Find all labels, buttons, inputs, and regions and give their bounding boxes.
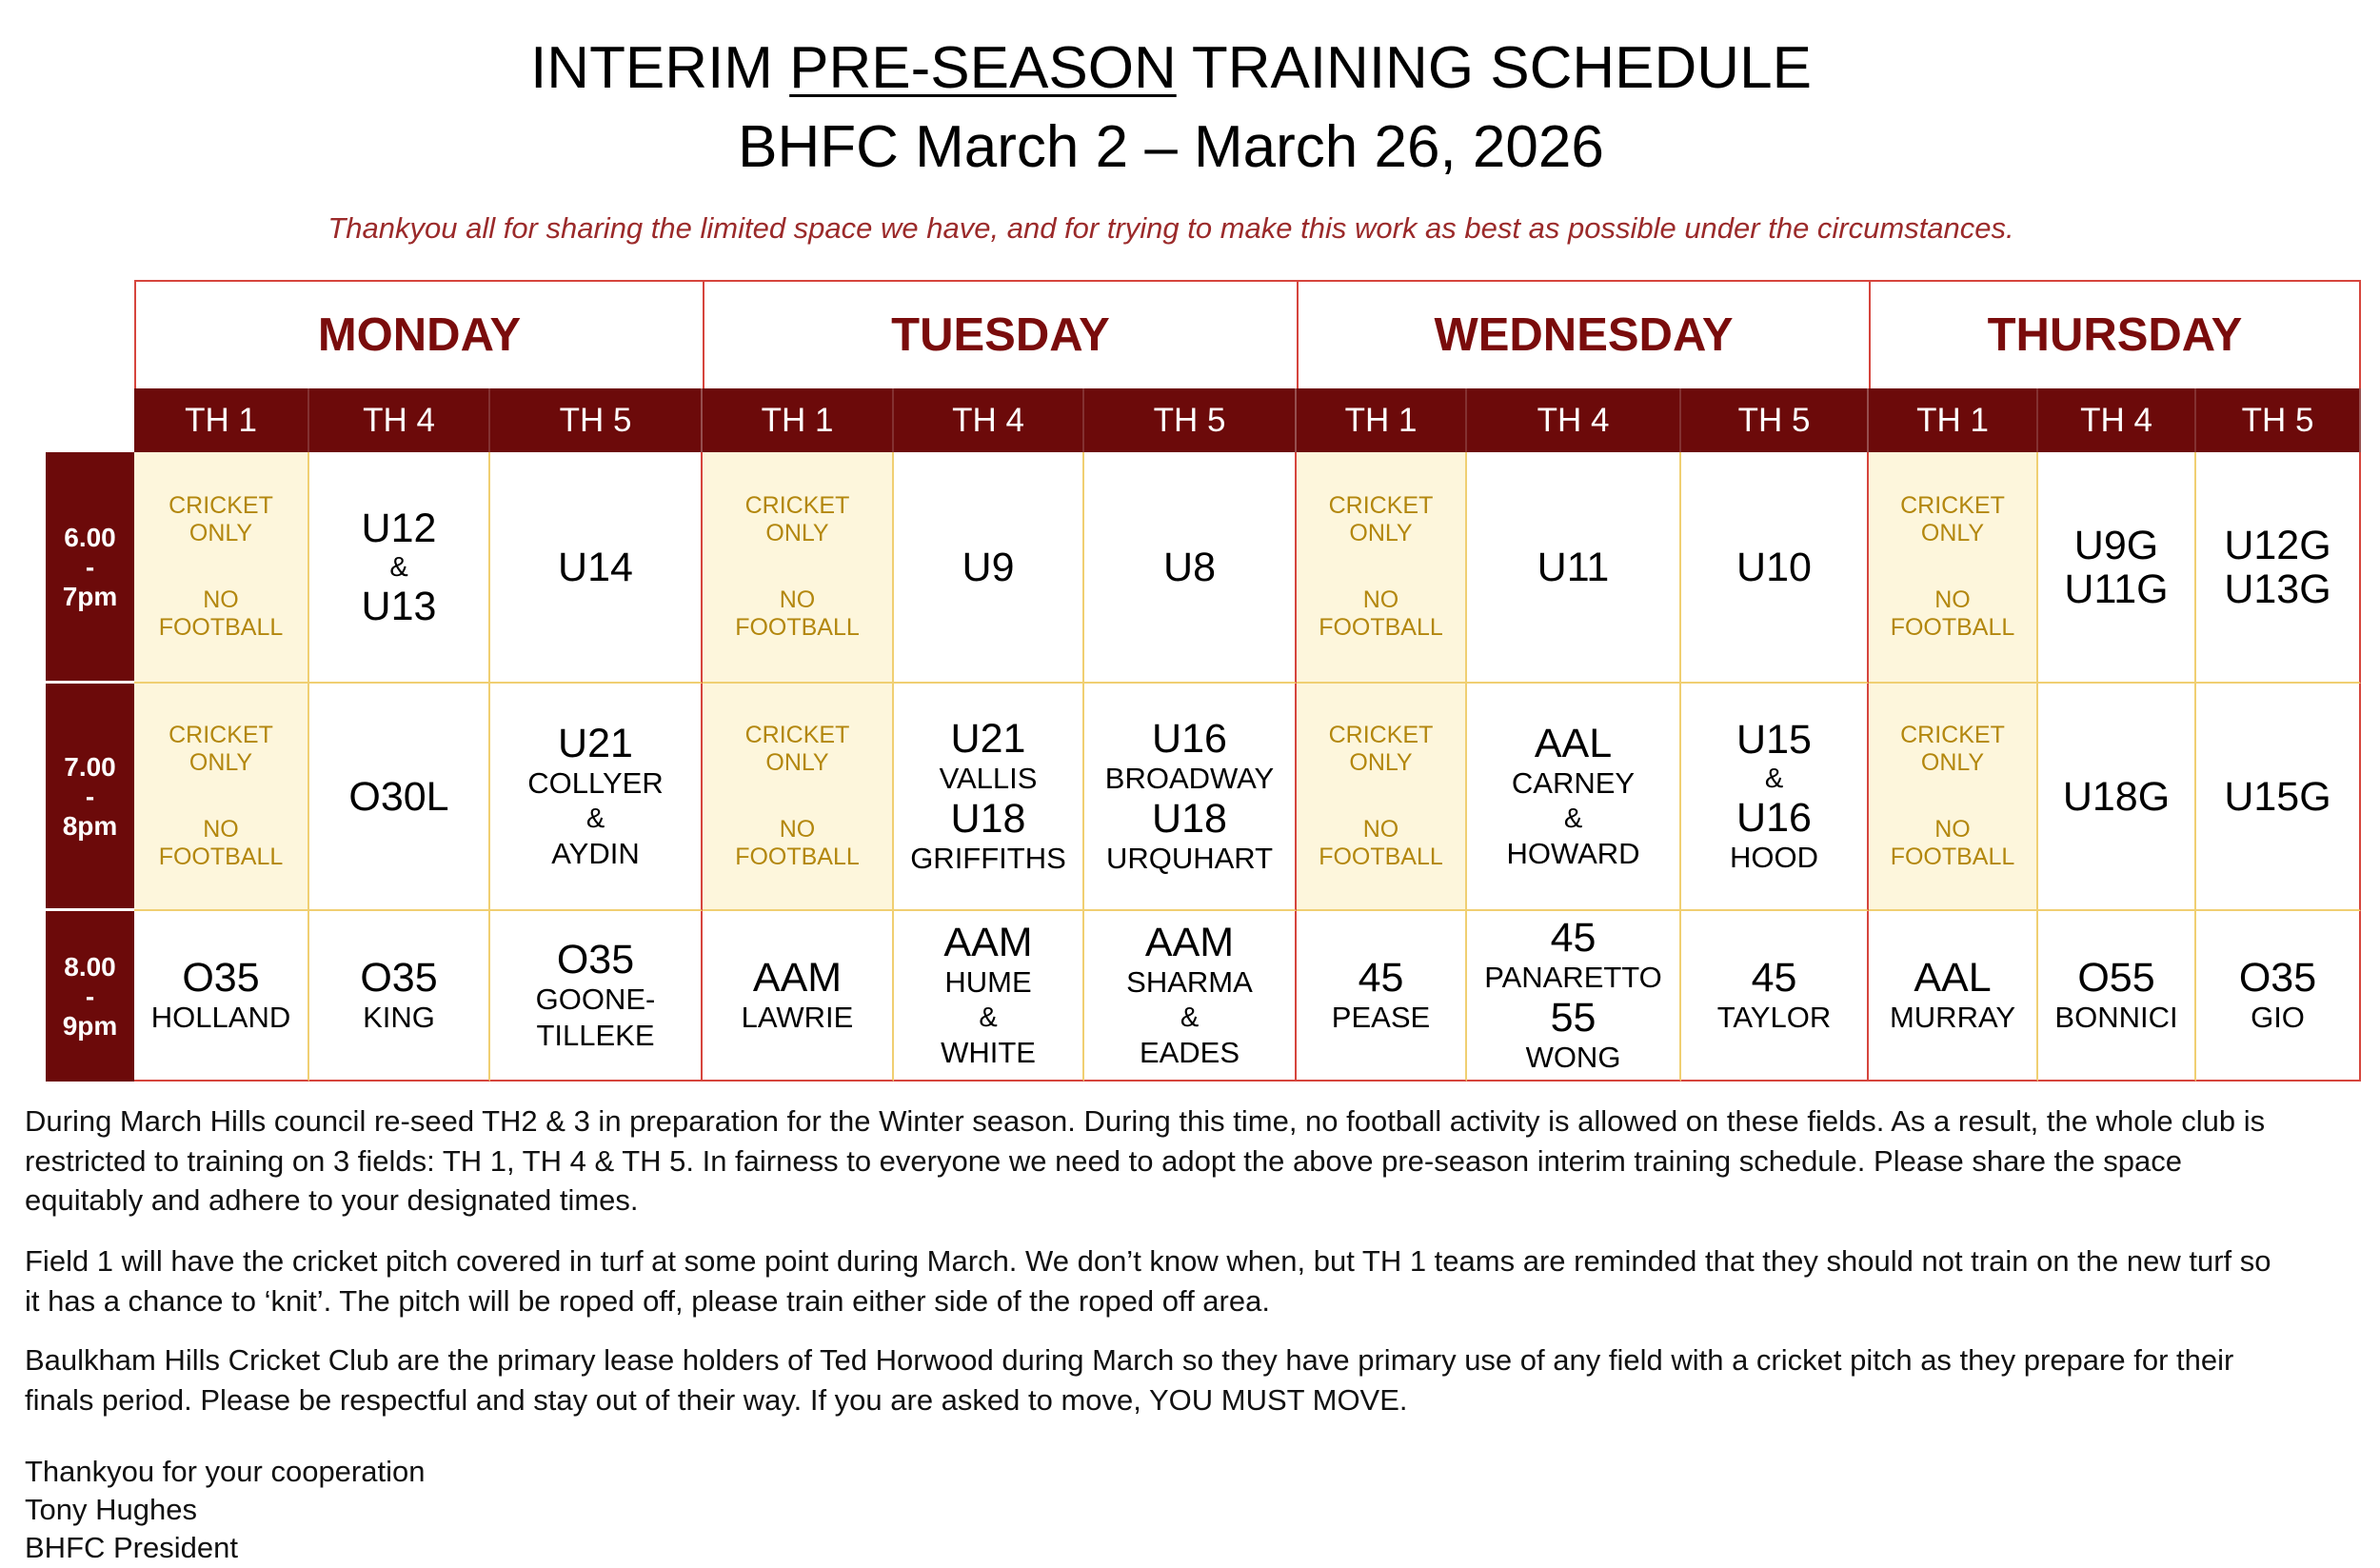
title-line-2: BHFC March 2 – March 26, 2026	[738, 114, 1604, 180]
title-underlined-word: PRE-SEASON	[789, 35, 1177, 101]
coach-name: BROADWAY	[1104, 761, 1275, 795]
thank-you-note: Thankyou all for sharing the limited space we have, and for trying to make this work as best as possible under the circumstances.	[327, 211, 2014, 245]
team-label: U11	[1537, 544, 1610, 590]
cricket-only-cell	[1869, 452, 2038, 684]
ampersand: &	[1180, 1002, 1200, 1033]
cricket-notice-text: ONLY	[765, 749, 829, 776]
note-line: it has a chance to ‘knit’. The pitch will be roped off, please train either side of the roped off area.	[25, 1283, 1270, 1318]
cricket-only-cell	[1869, 684, 2038, 911]
coach-name: BONNICI	[2054, 1000, 2178, 1034]
schedule-cell	[309, 911, 490, 1082]
schedule-cell	[1681, 911, 1869, 1082]
schedule-cell	[2038, 911, 2196, 1082]
schedule-cell	[1681, 684, 1869, 911]
schedule-cell	[1681, 452, 1869, 684]
sign-off	[25, 1453, 1167, 1567]
cricket-only-cell	[1297, 452, 1467, 684]
coach-name: CARNEY	[1511, 765, 1636, 800]
ampersand: &	[389, 551, 408, 583]
team-label: U14	[558, 544, 633, 590]
time-text: -	[85, 781, 95, 811]
time-text: 8pm	[62, 810, 118, 841]
cricket-only-cell	[134, 452, 309, 684]
schedule-cell	[2038, 452, 2196, 684]
team-label: U11G	[2064, 566, 2169, 612]
time-text: -	[85, 982, 95, 1011]
schedule-cell	[2196, 684, 2361, 911]
title-prefix: INTERIM	[530, 35, 773, 101]
team-label: U12G	[2224, 522, 2331, 568]
schedule-cell	[309, 452, 490, 684]
schedule-cell	[1467, 911, 1681, 1082]
coach-name: COLLYER	[527, 765, 664, 800]
cricket-notice-text: ONLY	[1349, 749, 1413, 776]
cricket-notice-bottom	[159, 816, 284, 871]
day-header-wednesday: WEDNESDAY	[1297, 280, 1869, 388]
cricket-notice-top	[1900, 492, 2005, 547]
team-label: AAL	[1914, 954, 1992, 1001]
schedule-cell	[2196, 911, 2361, 1082]
team-label: AAM	[1144, 919, 1235, 965]
note-line: finals period. Please be respectful and stay out of their way. If you are asked to move, YOU MUST MOVE.	[25, 1382, 1408, 1417]
coach-name: VALLIS	[939, 761, 1038, 795]
day-header-tuesday: TUESDAY	[703, 280, 1297, 388]
coach-name: LAWRIE	[741, 1000, 854, 1034]
ampersand: &	[585, 803, 605, 834]
cricket-notice-text: FOOTBALL	[1890, 844, 2015, 870]
cricket-notice-bottom	[1891, 816, 2015, 871]
team-label: O35	[2238, 954, 2317, 1001]
field-header-th-5: TH 5	[490, 388, 703, 452]
coach-name: PANARETTO	[1484, 960, 1662, 994]
cricket-notice-text: NO	[779, 586, 816, 613]
note-line: Field 1 will have the cricket pitch covered in turf at some point during March. We don’t know when, but TH 1 teams are reminded that they should not train on the new turf so	[25, 1244, 2271, 1278]
time-text: 7.00	[64, 751, 116, 782]
schedule-cell	[490, 684, 703, 911]
field-header-th-4: TH 4	[894, 388, 1084, 452]
cricket-notice-text: CRICKET	[744, 722, 850, 748]
field-header-th-4: TH 4	[2038, 388, 2196, 452]
schedule-cell	[1084, 684, 1297, 911]
schedule-cell	[1869, 911, 2038, 1082]
cricket-only-cell	[1297, 684, 1467, 911]
team-label: U9G	[2073, 522, 2159, 568]
cricket-notice-bottom	[735, 586, 860, 642]
ampersand: &	[979, 1002, 998, 1033]
cricket-notice-text: CRICKET	[1328, 722, 1434, 748]
schedule-cell	[1467, 684, 1681, 911]
field-header-th-1: TH 1	[134, 388, 309, 452]
time-text: -	[85, 551, 95, 582]
coach-name: PEASE	[1331, 1000, 1431, 1034]
cricket-notice-bottom	[1319, 586, 1443, 642]
day-header-monday: MONDAY	[134, 280, 703, 388]
cricket-notice-text: CRICKET	[169, 722, 273, 748]
cricket-notice-text: FOOTBALL	[1319, 614, 1443, 641]
time-slot-label	[46, 911, 134, 1082]
field-header-th-1: TH 1	[1869, 388, 2038, 452]
note-line: During March Hills council re-seed TH2 & 3 in preparation for the Winter season. During this time, no football activity is allowed on these fields. As a result, the whole club is	[25, 1104, 2266, 1138]
coach-name: HUME	[944, 964, 1032, 999]
team-label: U12	[361, 505, 437, 551]
coach-name: KING	[363, 1000, 435, 1034]
schedule-cell	[309, 684, 490, 911]
time-text: 9pm	[62, 1011, 118, 1041]
schedule-cell	[703, 911, 894, 1082]
note-paragraph-cricket-club	[25, 1340, 2357, 1419]
schedule-cell	[894, 684, 1084, 911]
team-label: U16	[1152, 715, 1227, 762]
schedule-cell	[490, 452, 703, 684]
time-text: 7pm	[62, 581, 118, 611]
team-label: 45	[1751, 954, 1797, 1001]
team-label: O30L	[348, 773, 449, 820]
cricket-notice-text: FOOTBALL	[1319, 844, 1443, 870]
day-header-thursday: THURSDAY	[1869, 280, 2361, 388]
team-label: AAM	[752, 954, 843, 1001]
coach-name: URQUHART	[1105, 841, 1274, 875]
sign-off-role: BHFC President	[25, 1531, 238, 1564]
field-header-th-5: TH 5	[1084, 388, 1297, 452]
time-text: 8.00	[64, 952, 116, 982]
cricket-notice-text: CRICKET	[169, 492, 273, 519]
team-label: U15G	[2224, 773, 2331, 820]
schedule-cell	[1084, 911, 1297, 1082]
schedule-cell	[2196, 452, 2361, 684]
cricket-notice-bottom	[735, 816, 860, 871]
coach-name: SHARMA	[1126, 964, 1253, 999]
cricket-notice-text: CRICKET	[1900, 722, 2005, 748]
team-label: U9	[962, 544, 1015, 590]
note-line: restricted to training on 3 fields: TH 1, TH 4 & TH 5. In fairness to everyone we need to adopt the above pre-season interim training schedule. Please share the space	[25, 1143, 2182, 1178]
schedule-cell	[134, 911, 309, 1082]
cricket-notice-text: FOOTBALL	[1890, 614, 2015, 641]
team-label: U21	[558, 720, 633, 766]
cricket-notice-text: FOOTBALL	[735, 844, 860, 870]
team-label: AAM	[943, 919, 1033, 965]
team-label: U18G	[2062, 773, 2171, 820]
coach-name: AYDIN	[551, 836, 640, 870]
cricket-notice-bottom	[159, 586, 284, 642]
cricket-notice-text: NO	[779, 816, 816, 843]
cricket-notice-bottom	[1319, 816, 1443, 871]
cricket-notice-text: NO	[1362, 816, 1399, 843]
cricket-only-cell	[703, 452, 894, 684]
cricket-notice-top	[169, 492, 273, 547]
schedule-cell	[894, 452, 1084, 684]
schedule-cell	[894, 911, 1084, 1082]
field-header-th-5: TH 5	[1681, 388, 1869, 452]
note-paragraph-turf	[25, 1241, 2357, 1320]
coach-name: GRIFFITHS	[910, 841, 1066, 875]
field-header-th-5: TH 5	[2196, 388, 2361, 452]
time-text: 6.00	[64, 522, 116, 552]
title-line-1	[0, 29, 2342, 108]
cricket-notice-text: ONLY	[1349, 520, 1413, 546]
cricket-notice-text: CRICKET	[1328, 492, 1434, 519]
coach-name: EADES	[1139, 1035, 1240, 1069]
field-header-th-1: TH 1	[703, 388, 894, 452]
cricket-notice-top	[1329, 722, 1434, 777]
title-suffix: TRAINING SCHEDULE	[1191, 35, 1812, 101]
team-label: U18	[1152, 795, 1227, 842]
coach-name: TILLEKE	[536, 1018, 655, 1052]
cricket-only-cell	[134, 684, 309, 911]
team-label: U15	[1736, 716, 1812, 763]
cricket-notice-text: NO	[1362, 586, 1399, 613]
team-label: 55	[1550, 994, 1597, 1041]
team-label: O35	[556, 936, 635, 982]
coach-name: WHITE	[941, 1035, 1036, 1069]
sign-off-name: Tony Hughes	[25, 1493, 197, 1526]
ampersand: &	[1563, 803, 1583, 834]
cricket-notice-top	[169, 722, 273, 777]
cricket-notice-text: NO	[1934, 816, 1971, 843]
cricket-notice-top	[1329, 492, 1434, 547]
team-label: U21	[950, 715, 1026, 762]
cricket-notice-text: FOOTBALL	[158, 844, 284, 870]
schedule-cell	[490, 911, 703, 1082]
team-label: U10	[1736, 544, 1812, 590]
team-label: 45	[1550, 914, 1597, 961]
team-label: AAL	[1534, 720, 1613, 766]
coach-name: WONG	[1525, 1040, 1621, 1074]
cricket-notice-text: NO	[1934, 586, 1971, 613]
sign-off-thanks: Thankyou for your cooperation	[25, 1455, 426, 1488]
cricket-notice-text: ONLY	[188, 520, 253, 546]
team-label: U16	[1736, 794, 1812, 841]
cricket-notice-text: ONLY	[1920, 520, 1985, 546]
cricket-notice-top	[1900, 722, 2005, 777]
team-label: O35	[182, 954, 260, 1001]
coach-name: TAYLOR	[1716, 1000, 1832, 1034]
schedule-cell	[1084, 452, 1297, 684]
ampersand: &	[1764, 763, 1784, 794]
cricket-notice-text: FOOTBALL	[735, 614, 860, 641]
team-label: U18	[950, 795, 1026, 842]
cricket-notice-text: ONLY	[765, 520, 829, 546]
coach-name: MURRAY	[1889, 1000, 2016, 1034]
cricket-notice-text: CRICKET	[744, 492, 850, 519]
time-slot-label	[46, 684, 134, 911]
cricket-notice-text: CRICKET	[1900, 492, 2005, 519]
schedule-table	[46, 280, 2361, 1082]
page-title	[0, 29, 2342, 187]
team-label: U8	[1163, 544, 1216, 590]
note-line: equitably and adhere to your designated times.	[25, 1183, 639, 1217]
coach-name: GOONE-	[535, 982, 656, 1016]
team-label: U13G	[2224, 566, 2331, 612]
coach-name: HOOD	[1730, 840, 1818, 874]
schedule-cell	[1297, 911, 1467, 1082]
cricket-notice-top	[745, 722, 850, 777]
note-line: Baulkham Hills Cricket Club are the primary lease holders of Ted Horwood during March so they have primary use of any field with a cricket pitch as they prepare for their	[25, 1343, 2234, 1377]
field-header-th-1: TH 1	[1297, 388, 1467, 452]
cricket-notice-text: FOOTBALL	[158, 614, 284, 641]
team-label: O35	[360, 954, 438, 1001]
coach-name: GIO	[2251, 1000, 2305, 1034]
team-label: U13	[361, 583, 437, 629]
time-slot-label	[46, 452, 134, 684]
cricket-only-cell	[703, 684, 894, 911]
cricket-notice-top	[745, 492, 850, 547]
coach-name: HOWARD	[1506, 836, 1640, 870]
cricket-notice-text: NO	[203, 586, 239, 613]
note-paragraph-reseed	[25, 1102, 2357, 1221]
field-header-th-4: TH 4	[309, 388, 490, 452]
team-label: O55	[2077, 954, 2155, 1001]
field-header-th-4: TH 4	[1467, 388, 1681, 452]
cricket-notice-text: ONLY	[1920, 749, 1985, 776]
cricket-notice-text: ONLY	[188, 749, 253, 776]
cricket-notice-text: NO	[203, 816, 239, 843]
schedule-cell	[1467, 452, 1681, 684]
cricket-notice-bottom	[1891, 586, 2015, 642]
team-label: 45	[1358, 954, 1404, 1001]
coach-name: HOLLAND	[150, 1000, 291, 1034]
schedule-cell	[2038, 684, 2196, 911]
